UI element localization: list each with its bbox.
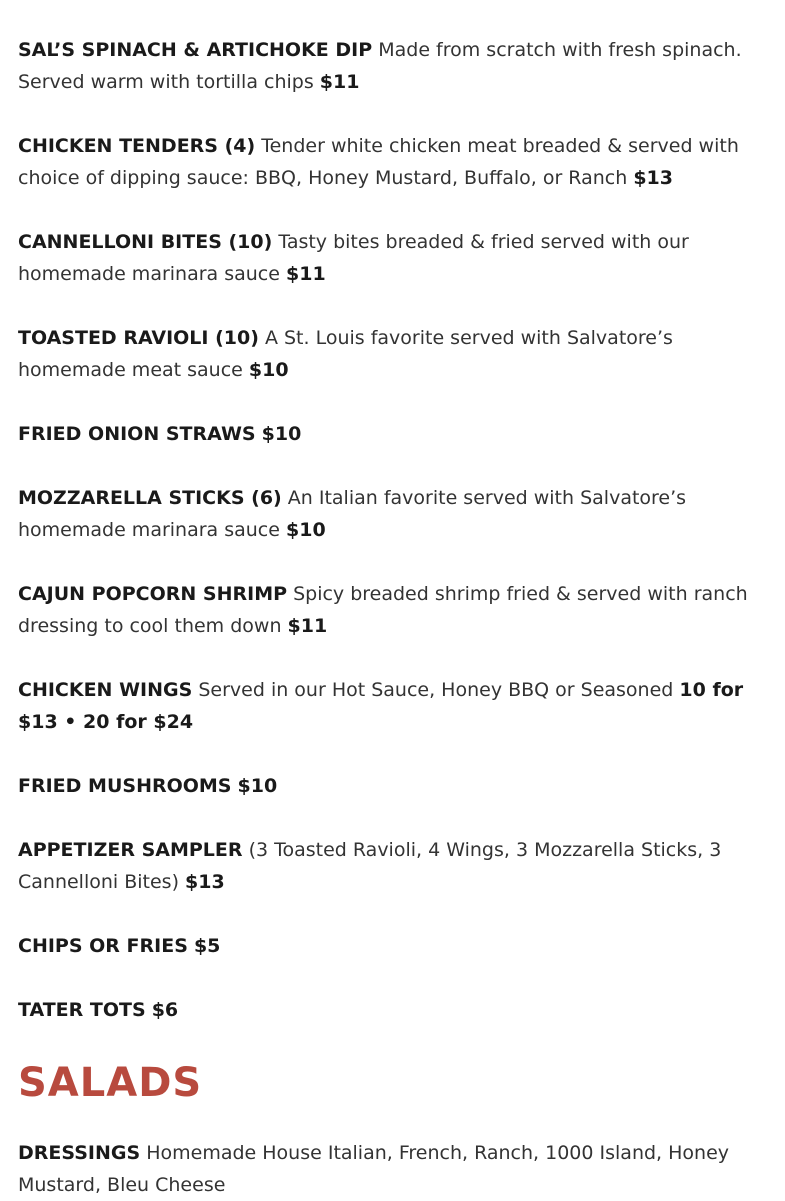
item-description: Tasty bites breaded & fried served with our homemade marinara sauce [18, 231, 689, 285]
item-price: $11 [319, 71, 360, 93]
item-price: $10 [248, 359, 289, 381]
salads-menu [18, 1137, 770, 1201]
item-name: MOZZARELLA STICKS (6) [18, 487, 282, 509]
menu-item [18, 418, 770, 450]
menu-item [18, 674, 770, 738]
item-description: Tender white chicken meat breaded & served with choice of dipping sauce: BBQ, Honey Mustard, Buffalo, or Ranch [18, 135, 739, 189]
menu-item [18, 226, 770, 290]
item-description: Homemade House Italian, French, Ranch, 1000 Island, Honey Mustard, Bleu Cheese [18, 1142, 730, 1196]
item-name: CANNELLONI BITES (10) [18, 231, 273, 253]
item-price: $13 [633, 167, 673, 189]
menu-item [18, 482, 770, 546]
item-name: FRIED MUSHROOMS [18, 775, 232, 797]
item-price: $6 [151, 999, 179, 1021]
menu-item [18, 1137, 770, 1201]
item-description: An Italian favorite served with Salvatore’s homemade marinara sauce [18, 487, 687, 541]
menu-item [18, 34, 770, 98]
item-name: TATER TOTS [18, 999, 146, 1021]
menu-item [18, 930, 770, 962]
item-description: A St. Louis favorite served with Salvatore’s homemade meat sauce [18, 327, 673, 381]
item-name: CAJUN POPCORN SHRIMP [18, 583, 288, 605]
menu-item [18, 578, 770, 642]
section-title-salads: SALADS [18, 1060, 203, 1106]
item-price: 10 for $13 • 20 for $24 [18, 679, 744, 733]
item-name: CHICKEN TENDERS (4) [18, 135, 256, 157]
menu-item [18, 322, 770, 386]
item-price: $10 [286, 519, 326, 541]
item-description: (3 Toasted Ravioli, 4 Wings, 3 Mozzarella Sticks, 3 Cannelloni Bites) [18, 839, 722, 893]
item-price: $10 [261, 423, 302, 445]
item-description: Made from scratch with fresh spinach. Served warm with tortilla chips [18, 39, 742, 93]
item-price: $11 [286, 263, 326, 285]
menu-item [18, 770, 770, 802]
item-name: DRESSINGS [18, 1142, 141, 1164]
menu-item [18, 994, 770, 1026]
item-name: APPETIZER SAMPLER [18, 839, 243, 861]
item-name: SAL’S SPINACH & ARTICHOKE DIP [18, 39, 373, 61]
item-price: $13 [185, 871, 225, 893]
menu-item [18, 130, 770, 194]
item-name: CHICKEN WINGS [18, 679, 193, 701]
item-name: CHIPS OR FRIES [18, 935, 188, 957]
item-price: $5 [193, 935, 221, 957]
appetizers-menu [18, 34, 770, 1058]
item-name: FRIED ONION STRAWS [18, 423, 256, 445]
item-price: $10 [237, 775, 278, 797]
item-name: TOASTED RAVIOLI (10) [18, 327, 259, 349]
item-price: $11 [287, 615, 328, 637]
menu-item [18, 834, 770, 898]
item-description: Spicy breaded shrimp fried & served with ranch dressing to cool them down [18, 583, 748, 637]
item-description: Served in our Hot Sauce, Honey BBQ or Seasoned [198, 679, 674, 701]
